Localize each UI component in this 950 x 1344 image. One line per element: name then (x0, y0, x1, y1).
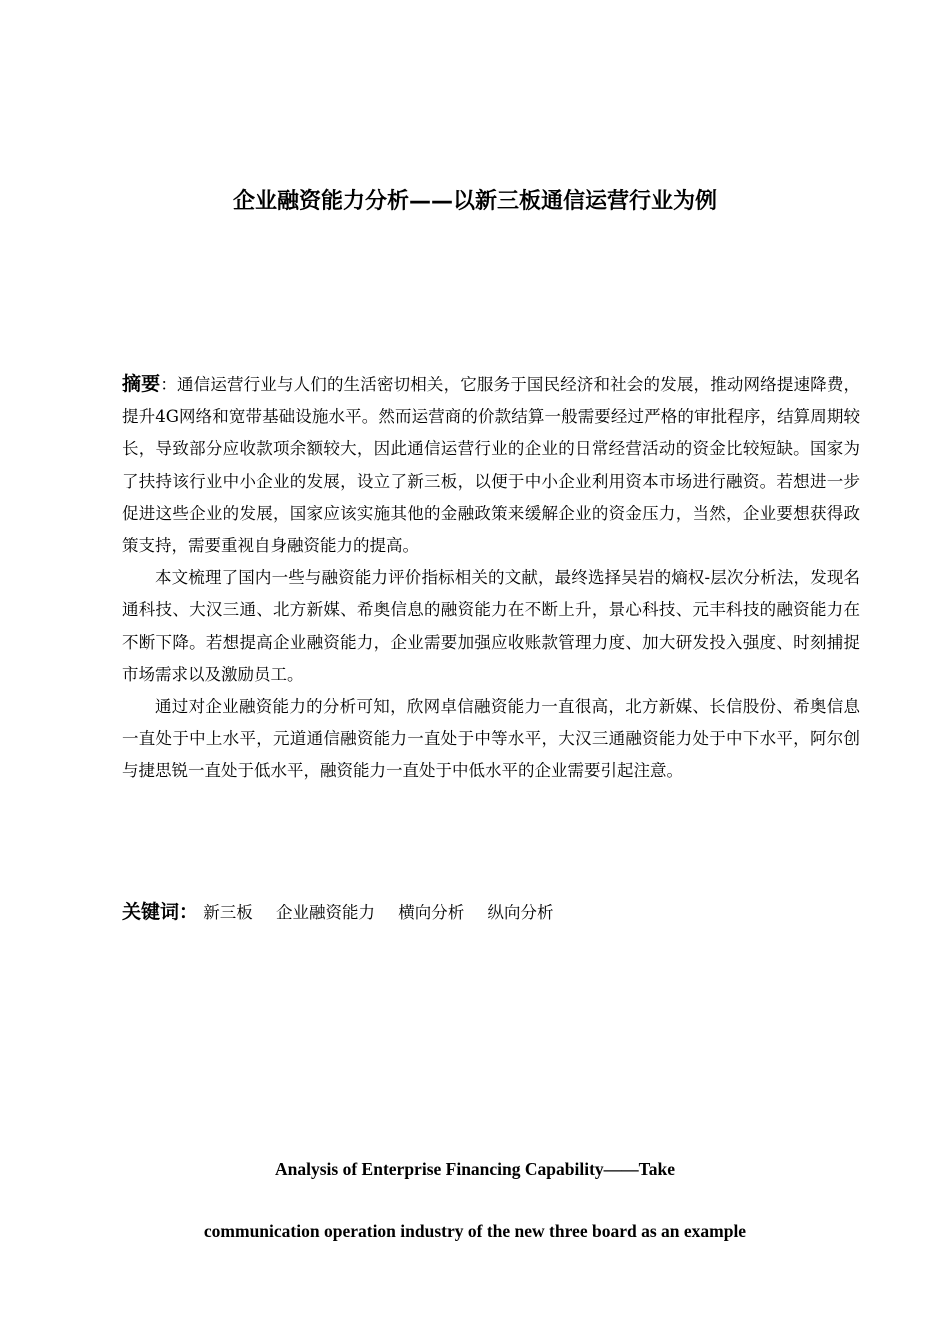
keyword-item: 横向分析 (398, 903, 465, 922)
abstract-label: 摘要 (122, 373, 161, 395)
english-title-line-1: Analysis of Enterprise Financing Capability——Take (275, 1159, 675, 1179)
keyword-item: 新三板 (203, 903, 253, 922)
document-title: 企业融资能力分析——以新三板通信运营行业为例 (232, 189, 717, 214)
abstract-paragraph-2: 本文梳理了国内一些与融资能力评价指标相关的文献，最终选择吴岩的熵权-层次分析法，发现名通科技、大汉三通、北方新媒、希奥信息的融资能力在不断上升，景心科技、元丰科技的融资能力在不断下降。若想提高企业融资能力，企业需要加强应收账款管理力度、加大研发投入强度、时刻捕捉市场需求以及激励员工。 (122, 568, 860, 684)
abstract-paragraph-1-text: 通信运营行业与人们的生活密切相关，它服务于国民经济和社会的发展，推动网络提速降费，提升4G网络和宽带基础设施水平。然而运营商的价款结算一般需要经过严格的审批程序，结算周期较长，导致部分应收款项余额较大，因此通信运营行业的企业的日常经营活动的资金比较短缺。国家为了扶持该行业中小企业的发展，设立了新三板，以便于中小企业利用资本市场进行融资。若想进一步促进这些企业的发展，国家应该实施其他的金融政策来缓解企业的资金压力，当然，企业要想获得政策支持，需要重视自身融资能力的提高。 (122, 375, 860, 556)
keywords-label: 关键词： (122, 901, 199, 923)
abstract-paragraph-1 (122, 368, 860, 562)
keywords-section (122, 896, 860, 929)
abstract-paragraph-3: 通过对企业融资能力的分析可知，欣网卓信融资能力一直很高，北方新媒、长信股份、希奥信息一直处于中上水平，元道通信融资能力一直处于中等水平，大汉三通融资能力处于中下水平，阿尔创与捷思锐一直处于低水平，融资能力一直处于中低水平的企业需要引起注意。 (122, 697, 860, 781)
abstract-section (122, 368, 860, 788)
keyword-item: 纵向分析 (487, 903, 554, 922)
keyword-item: 企业融资能力 (276, 903, 376, 922)
abstract-label-colon: ： (160, 375, 177, 394)
english-title-line-2: communication operation industry of the new three board as an example (203, 1221, 747, 1241)
